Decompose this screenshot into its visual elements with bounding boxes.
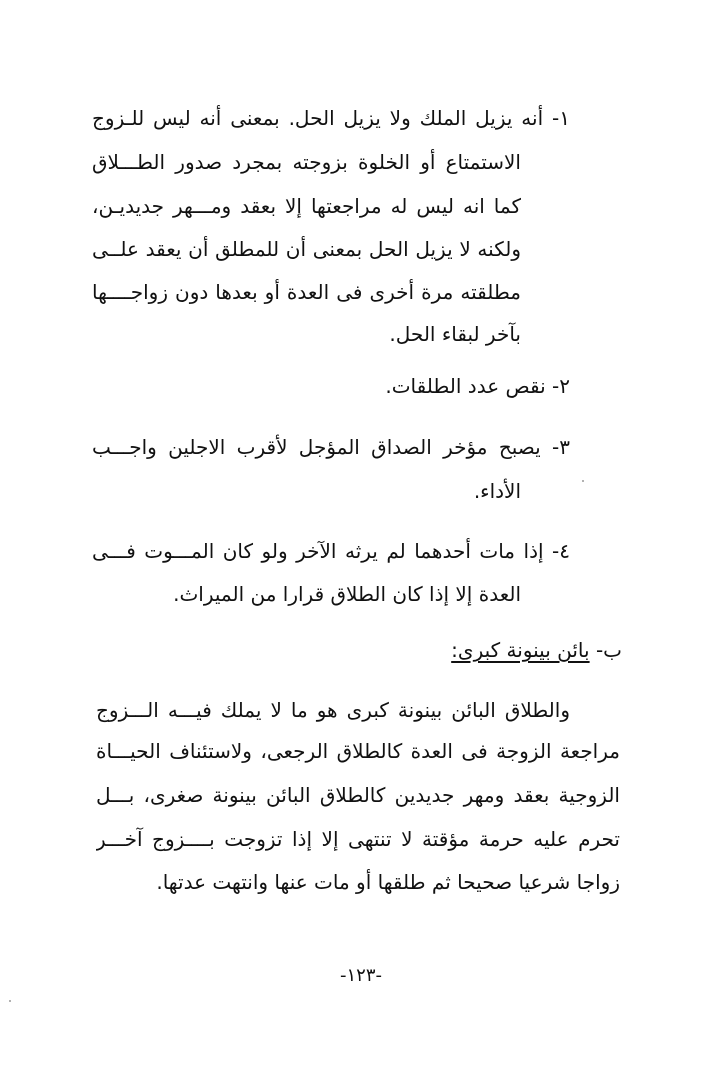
section-b-marker: ب- <box>595 638 622 662</box>
section-b-heading <box>451 636 622 664</box>
item-1-line-1: ١- أنه يزيل الملك ولا يزيل الحل. بمعنى أنه ليس للـزوج <box>92 106 570 130</box>
scan-speck <box>582 480 584 482</box>
item-1-line-2: الاستمتاع أو الخلوة بزوجته بمجرد صدور الطـــلاق <box>92 150 521 174</box>
item-1-line-3: كما انه ليس له مراجعتها إلا بعقد ومـــهر جديديـن، <box>92 194 521 218</box>
item-1-line-5: مطلقته مرة أخرى فى العدة أو بعدها دون زواجــــها <box>92 280 521 304</box>
item-4-line-2: العدة إلا إذا كان الطلاق قرارا من الميراث. <box>173 582 521 606</box>
scan-speck <box>9 1000 11 1002</box>
item-3-marker: ٣- <box>552 435 570 459</box>
paragraph-line-3: الزوجية بعقد ومهر جديدين كالطلاق البائن بينونة صغرى، بـــل <box>96 783 620 807</box>
item-2-line-1: ٢- نقص عدد الطلقات. <box>385 374 570 398</box>
paragraph-line-2: مراجعة الزوجة فى العدة كالطلاق الرجعى، ولاستئناف الحيـــاة <box>96 739 620 763</box>
item-1-marker: ١- <box>552 106 570 130</box>
paragraph-line-5: زواجا شرعيا صحيحا ثم طلقها أو مات عنها وانتهت عدتها. <box>156 870 620 894</box>
item-4-line-1: ٤- إذا مات أحدهما لم يرثه الآخر ولو كان المـــوت فـــى <box>92 539 570 563</box>
item-4-marker: ٤- <box>552 539 570 563</box>
item-1-line-6: بآخر لبقاء الحل. <box>389 322 521 346</box>
item-1-line-4: ولكنه لا يزيل الحل بمعنى أن للمطلق أن يعقد علــى <box>92 237 521 261</box>
item-3-line-1: ٣- يصبح مؤخر الصداق المؤجل لأقرب الاجلين واجـــب <box>92 435 570 459</box>
section-b-title: بائن بينونة كبرى: <box>451 638 590 662</box>
paragraph-line-1: والطلاق البائن بينونة كبرى هو ما لا يملك فيـــه الـــزوج <box>96 698 570 722</box>
item-3-line-2: الأداء. <box>473 479 521 503</box>
page-number: -١٢٣- <box>339 965 382 986</box>
paragraph-line-4: تحرم عليه حرمة مؤقتة لا تنتهى إلا إذا تزوجت بــــزوج آخـــر <box>96 827 620 851</box>
item-2-marker: ٢- <box>552 374 570 398</box>
